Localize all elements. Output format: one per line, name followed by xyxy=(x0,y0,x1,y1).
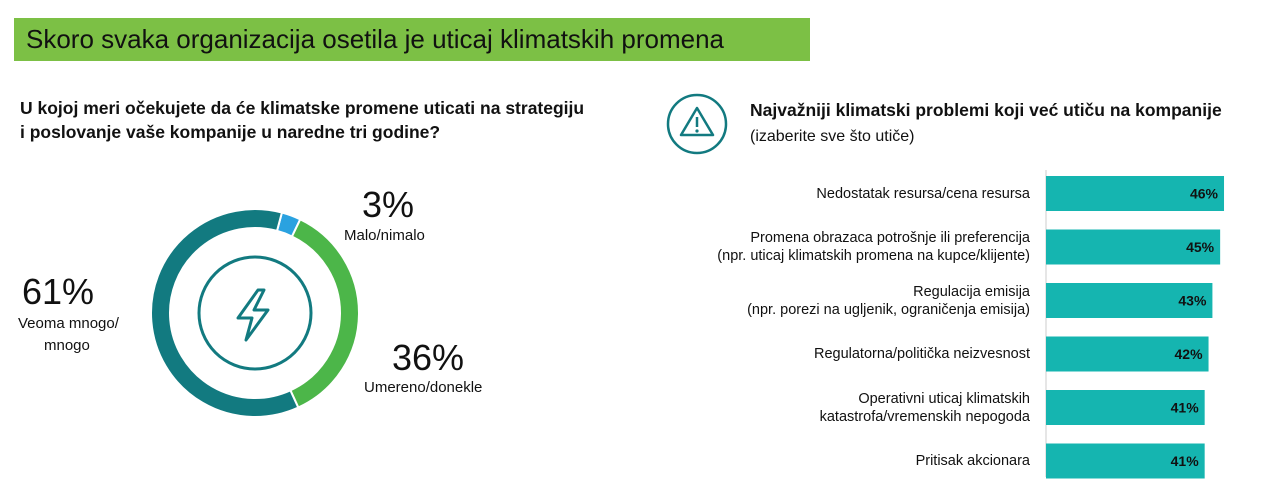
bar-value-label: 41% xyxy=(1170,399,1199,416)
bar-chart-subtitle: (izaberite sve što utiče) xyxy=(750,128,915,145)
bar-category-line1: Regulatorna/politička neizvesnost xyxy=(813,346,1030,362)
bar-category-line2: (npr. uticaj klimatskih promena na kupce/klijente) xyxy=(717,248,1030,264)
bar-value-label: 41% xyxy=(1170,453,1199,469)
bar-value-label: 46% xyxy=(1189,185,1219,202)
slice-61-label-line1: Veoma mnogo/ xyxy=(18,315,119,332)
bar-category-label xyxy=(610,283,1030,319)
bar-category-label xyxy=(610,452,1030,470)
bar-category-label xyxy=(610,229,1030,265)
bar-chart-title: Najvažniji klimatski problemi koji već utiču na kompanije xyxy=(750,100,1222,120)
question-line-2: i poslovanje vaše kompanije u naredne tri godine? xyxy=(20,122,441,142)
bar-value-label: 42% xyxy=(1174,346,1203,362)
bar-category-line1: Promena obrazaca potrošnje ili preferencija xyxy=(750,230,1030,246)
bar-category-label xyxy=(610,185,1030,203)
slice-61-label-line2: mnogo xyxy=(44,337,90,354)
slice-36-value: 36% xyxy=(392,337,465,378)
slice-3-value: 3% xyxy=(362,184,415,225)
slice-61-value: 61% xyxy=(22,271,95,312)
bar-category-label xyxy=(610,390,1030,426)
bar-category-line1: Regulacija emisija xyxy=(913,283,1030,300)
page-title: Skoro svaka organizacija osetila je uticaj klimatskih promena xyxy=(26,24,724,54)
bar-value-label: 43% xyxy=(1178,292,1207,309)
question-line-1: U kojoj meri očekujete da će klimatske promene uticati na strategiju xyxy=(20,98,585,118)
bar-category-line2: (npr. porezi na ugljenik, ograničenja emisija) xyxy=(747,301,1030,318)
bar-category-line1: Pritisak akcionara xyxy=(915,453,1030,469)
bar-value-label: 45% xyxy=(1186,239,1215,255)
bar-category-line1: Operativni uticaj klimatskih xyxy=(858,390,1030,407)
slice-36-label: Umereno/donekle xyxy=(364,379,483,396)
bar-category-line1: Nedostatak resursa/cena resursa xyxy=(816,185,1030,202)
bar-category-line2: katastrofa/vremenskih nepogoda xyxy=(819,408,1030,425)
bar-category-label xyxy=(610,345,1030,363)
slice-3-label: Malo/nimalo xyxy=(344,227,425,244)
